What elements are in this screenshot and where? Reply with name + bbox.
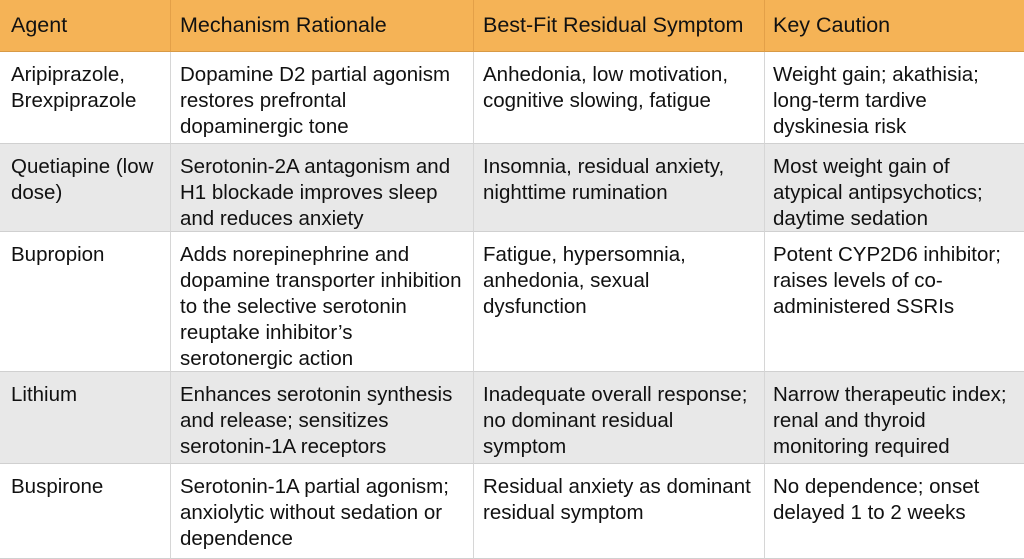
table-cell-agent: Lithium xyxy=(0,372,171,464)
table-cell-mechanism: Serotonin-2A antagonism and H1 blockade improves sleep and reduces anxiety xyxy=(171,144,474,232)
table-cell-caution: No dependence; onset delayed 1 to 2 weeks xyxy=(765,464,1024,559)
column-header-key-caution: Key Caution xyxy=(765,0,1024,52)
table-cell-caution: Potent CYP2D6 inhibitor; raises levels of co-administered SSRIs xyxy=(765,232,1024,372)
table-cell-symptom: Residual anxiety as dominant residual symptom xyxy=(474,464,765,559)
table-cell-mechanism: Adds norepinephrine and dopamine transporter inhibition to the selective serotonin reuptake inhibitor’s serotonergic action xyxy=(171,232,474,372)
table-cell-caution: Narrow therapeutic index; renal and thyroid monitoring required xyxy=(765,372,1024,464)
table-cell-agent: Aripiprazole, Brexpiprazole xyxy=(0,52,171,144)
table-cell-agent: Quetiapine (low dose) xyxy=(0,144,171,232)
table-cell-mechanism: Enhances serotonin synthesis and release; sensitizes serotonin-1A receptors xyxy=(171,372,474,464)
table-cell-caution: Most weight gain of atypical antipsychotics; daytime sedation xyxy=(765,144,1024,232)
table-cell-symptom: Anhedonia, low motivation, cognitive slowing, fatigue xyxy=(474,52,765,144)
column-header-mechanism-rationale: Mechanism Rationale xyxy=(171,0,474,52)
column-header-agent: Agent xyxy=(0,0,171,52)
table-cell-agent: Buspirone xyxy=(0,464,171,559)
column-header-best-fit-residual-symptom: Best-Fit Residual Symptom xyxy=(474,0,765,52)
table-cell-agent: Bupropion xyxy=(0,232,171,372)
table-cell-symptom: Inadequate overall response; no dominant residual symptom xyxy=(474,372,765,464)
table-cell-mechanism: Dopamine D2 partial agonism restores prefrontal dopaminergic tone xyxy=(171,52,474,144)
table-cell-symptom: Fatigue, hypersomnia, anhedonia, sexual dysfunction xyxy=(474,232,765,372)
table-cell-caution: Weight gain; akathisia; long-term tardive dyskinesia risk xyxy=(765,52,1024,144)
table-cell-symptom: Insomnia, residual anxiety, nighttime rumination xyxy=(474,144,765,232)
table-cell-mechanism: Serotonin-1A partial agonism; anxiolytic without sedation or dependence xyxy=(171,464,474,559)
